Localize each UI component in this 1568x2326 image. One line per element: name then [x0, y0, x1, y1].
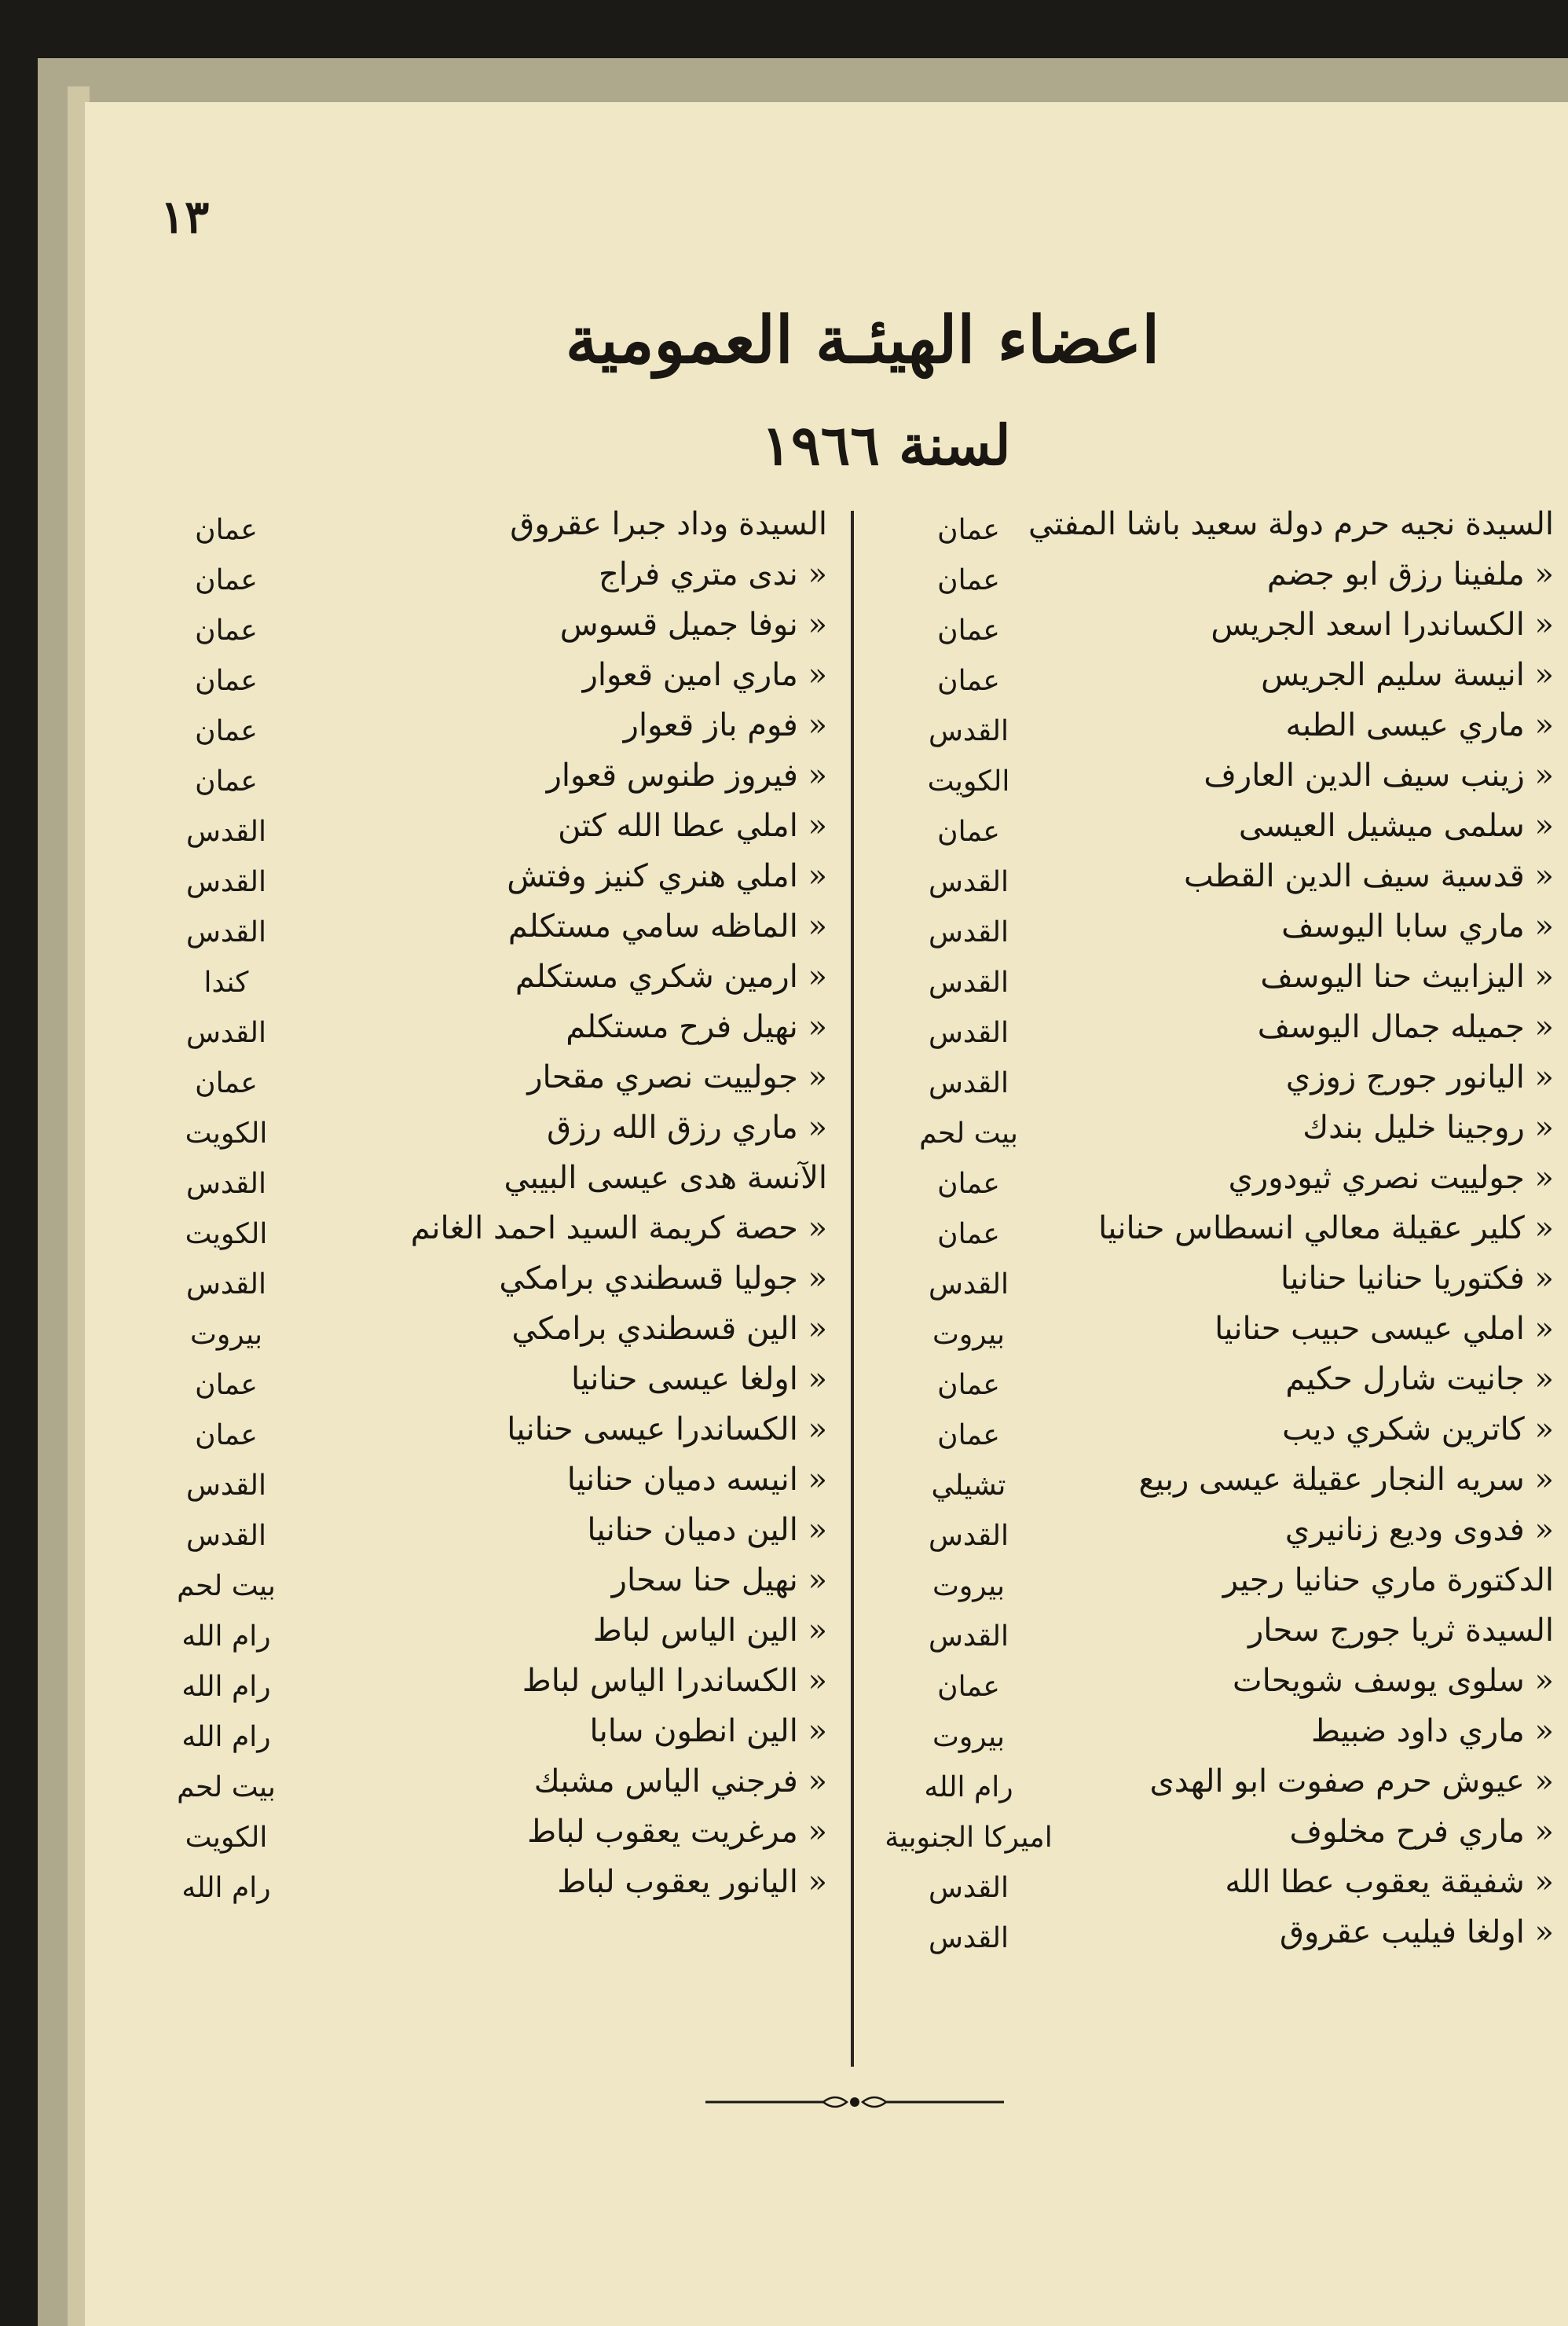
member-row: [878, 851, 1554, 901]
member-name: « سريه النجار عقيلة عيسى ربيع: [1138, 1462, 1554, 1498]
member-row: [148, 1404, 839, 1455]
member-city: رام الله: [181, 1671, 271, 1703]
member-name: « جولييت نصري مقحار: [527, 1059, 827, 1095]
member-name: « الكساندرا الياس لباط: [522, 1663, 827, 1699]
member-row: [148, 1203, 839, 1253]
member-city: الكويت: [185, 1218, 268, 1250]
member-name: الدكتورة ماري حنانيا رجير: [1222, 1562, 1554, 1598]
member-row: [878, 1857, 1554, 1907]
member-row: [148, 549, 839, 600]
member-name: السيدة ثريا جورج سحار: [1247, 1612, 1554, 1649]
member-name: « سلوى يوسف شويحات: [1232, 1663, 1554, 1699]
member-name: « الماظه سامي مستكلم: [507, 908, 827, 945]
member-row: [878, 1807, 1554, 1857]
member-name: « ماري رزق الله رزق: [547, 1110, 827, 1146]
member-row: [878, 801, 1554, 851]
member-row: [148, 1052, 839, 1102]
member-row: [148, 1354, 839, 1404]
member-name: « نهيل حنا سحار: [611, 1562, 827, 1598]
member-row: [148, 1706, 839, 1756]
member-name: « جولييت نصري ثيودوري: [1228, 1160, 1554, 1196]
member-city: رام الله: [181, 1721, 271, 1753]
member-row: [148, 750, 839, 801]
member-city: عمان: [937, 1419, 1000, 1451]
member-row: [878, 549, 1554, 600]
member-city: عمان: [195, 1369, 258, 1401]
member-city: القدس: [928, 1268, 1009, 1301]
member-city: القدس: [928, 916, 1009, 948]
member-city: الكويت: [927, 765, 1010, 798]
member-name: « جوليا قسطندي برامكي: [499, 1260, 827, 1297]
member-city: عمان: [195, 564, 258, 596]
member-row: [878, 901, 1554, 952]
member-name: « اليانور جورج زوزي: [1285, 1059, 1554, 1095]
member-city: القدس: [928, 1067, 1009, 1099]
member-row: [878, 700, 1554, 750]
member-name: « ارمين شكري مستكلم: [515, 959, 827, 995]
member-name: « فيروز طنوس قعوار: [546, 758, 827, 794]
member-city: عمان: [195, 665, 258, 697]
member-name: « كاترين شكري ديب: [1282, 1411, 1554, 1447]
member-row: [148, 1807, 839, 1857]
member-city: عمان: [937, 1369, 1000, 1401]
member-city: عمان: [195, 615, 258, 647]
member-row: [148, 1605, 839, 1656]
member-name: « انيسه دميان حنانيا: [566, 1462, 827, 1498]
member-name: « اولغا فيليب عقروق: [1279, 1914, 1554, 1950]
member-row: [148, 901, 839, 952]
member-row: [878, 750, 1554, 801]
member-name: الآنسة هدى عيسى البيبي: [504, 1160, 827, 1196]
member-row: [878, 1404, 1554, 1455]
member-row: [878, 1354, 1554, 1404]
document-page: [85, 102, 1568, 2326]
member-name: « املي عيسى حبيب حنانيا: [1214, 1311, 1554, 1347]
member-name: « ماري داود ضبيط: [1311, 1713, 1554, 1749]
member-city: القدس: [185, 1520, 267, 1552]
member-name: « كلير عقيلة معالي انسطاس حنانيا: [1098, 1210, 1554, 1246]
member-row: [878, 1253, 1554, 1304]
member-city: القدس: [185, 1168, 267, 1200]
member-name: « فوم باز قعوار: [623, 707, 827, 743]
member-row: [148, 1102, 839, 1153]
member-city: عمان: [195, 1419, 258, 1451]
member-name: « جميله جمال اليوسف: [1257, 1009, 1554, 1045]
member-city: القدس: [928, 1520, 1009, 1552]
member-name: « ندى متري فراج: [598, 556, 827, 593]
member-row: [878, 499, 1554, 549]
member-city: رام الله: [924, 1771, 1013, 1803]
member-row: [878, 1203, 1554, 1253]
member-name: « ماري سابا اليوسف: [1281, 908, 1554, 945]
member-name: « الين قسطندي برامكي: [511, 1311, 827, 1347]
page-number: ١٣: [160, 190, 210, 244]
member-name: « ماري عيسى الطبه: [1285, 707, 1554, 743]
member-name: « جانيت شارل حكيم: [1285, 1361, 1554, 1397]
member-row: [148, 1304, 839, 1354]
member-name: « حصة كريمة السيد احمد الغانم: [410, 1210, 827, 1246]
member-name: « روجينا خليل بندك: [1302, 1110, 1554, 1146]
member-row: [878, 600, 1554, 650]
member-name: « فكتوريا حنانيا حنانيا: [1280, 1260, 1554, 1297]
member-name: السيدة وداد جبرا عقروق: [510, 506, 827, 542]
member-city: عمان: [195, 765, 258, 798]
member-city: عمان: [937, 1671, 1000, 1703]
member-city: عمان: [195, 1067, 258, 1099]
member-city: عمان: [937, 1218, 1000, 1250]
member-name: السيدة نجيه حرم دولة سعيد باشا المفتي: [1028, 506, 1554, 542]
member-name: « مرغريت يعقوب لباط: [527, 1814, 827, 1850]
member-name: « نوفا جميل قسوس: [559, 607, 827, 643]
member-row: [878, 1505, 1554, 1555]
member-row: [878, 1555, 1554, 1605]
member-city: رام الله: [181, 1620, 271, 1653]
member-city: القدس: [928, 1620, 1009, 1653]
year-heading: لسنة ١٩٦٦: [761, 413, 1011, 478]
member-row: [148, 1656, 839, 1706]
member-city: القدس: [928, 715, 1009, 747]
member-row: [878, 1304, 1554, 1354]
member-name: « املي هنري كنيز وفتش: [507, 858, 827, 894]
member-row: [878, 1756, 1554, 1807]
member-name: « الين انطون سابا: [589, 1713, 827, 1749]
member-row: [148, 851, 839, 901]
member-row: [878, 1907, 1554, 1957]
member-row: [148, 499, 839, 549]
member-city: بيت لحم: [177, 1570, 276, 1602]
member-city: بيروت: [189, 1319, 263, 1351]
member-row: [148, 801, 839, 851]
member-row: [148, 952, 839, 1002]
member-row: [878, 650, 1554, 700]
member-name: « اليانور يعقوب لباط: [557, 1864, 827, 1900]
member-name: « ماري امين قعوار: [582, 657, 827, 693]
member-name: « الكساندرا اسعد الجريس: [1211, 607, 1554, 643]
member-row: [878, 1052, 1554, 1102]
member-name: « اولغا عيسى حنانيا: [570, 1361, 827, 1397]
member-city: القدس: [185, 866, 267, 898]
member-city: تشيلي: [931, 1469, 1006, 1502]
member-row: [878, 1706, 1554, 1756]
member-city: عمان: [937, 1168, 1000, 1200]
member-name: « الكساندرا عيسى حنانيا: [507, 1411, 827, 1447]
member-name: « ماري فرح مخلوف: [1289, 1814, 1554, 1850]
member-city: القدس: [928, 1922, 1009, 1954]
member-city: القدس: [185, 1268, 267, 1301]
member-row: [148, 1455, 839, 1505]
member-row: [148, 700, 839, 750]
member-row: [878, 1656, 1554, 1706]
member-row: [148, 1857, 839, 1907]
member-city: القدس: [185, 916, 267, 948]
member-name: « فدوى وديع زنانيري: [1284, 1512, 1554, 1548]
member-city: القدس: [185, 1017, 267, 1049]
member-city: القدس: [928, 1872, 1009, 1904]
member-name: « سلمى ميشيل العيسى: [1238, 808, 1554, 844]
member-city: الكويت: [185, 1117, 268, 1150]
member-row: [148, 1002, 839, 1052]
member-city: عمان: [195, 514, 258, 546]
member-row: [148, 1505, 839, 1555]
member-city: رام الله: [181, 1872, 271, 1904]
member-city: القدس: [928, 967, 1009, 999]
member-city: القدس: [928, 1017, 1009, 1049]
member-row: [878, 1002, 1554, 1052]
member-name: « شفيقة يعقوب عطا الله: [1225, 1864, 1554, 1900]
member-city: القدس: [185, 816, 267, 848]
member-name: « زينب سيف الدين العارف: [1203, 758, 1554, 794]
page-title: اعضاء الهيئـة العمومية: [565, 303, 1160, 378]
member-city: عمان: [937, 615, 1000, 647]
member-city: بيروت: [932, 1570, 1006, 1602]
member-name: « الين دميان حنانيا: [587, 1512, 827, 1548]
members-list-left: [148, 499, 839, 1907]
member-name: « اليزابيث حنا اليوسف: [1260, 959, 1554, 995]
member-city: اميركا الجنوبية: [885, 1822, 1053, 1854]
member-city: بيروت: [932, 1319, 1006, 1351]
member-row: [878, 952, 1554, 1002]
member-city: بيت لحم: [177, 1771, 276, 1803]
member-row: [878, 1153, 1554, 1203]
member-name: « عيوش حرم صفوت ابو الهدى: [1149, 1763, 1554, 1800]
member-city: القدس: [928, 866, 1009, 898]
member-city: عمان: [195, 715, 258, 747]
member-row: [148, 1555, 839, 1605]
member-row: [878, 1605, 1554, 1656]
member-row: [148, 1253, 839, 1304]
member-row: [148, 1153, 839, 1203]
member-name: « املي عطا الله كتن: [558, 808, 827, 844]
member-name: « انيسة سليم الجريس: [1261, 657, 1554, 693]
member-city: القدس: [185, 1469, 267, 1502]
member-city: الكويت: [185, 1822, 268, 1854]
member-row: [878, 1102, 1554, 1153]
member-city: عمان: [937, 564, 1000, 596]
member-row: [148, 1756, 839, 1807]
member-name: « ملفينا رزق ابو جضم: [1266, 556, 1554, 593]
member-name: « الين الياس لباط: [592, 1612, 827, 1649]
member-city: بيروت: [932, 1721, 1006, 1753]
column-divider: [851, 511, 854, 2067]
member-city: بيت لحم: [919, 1117, 1018, 1150]
member-name: « نهيل فرح مستكلم: [566, 1009, 827, 1045]
members-list-right: [878, 499, 1554, 1957]
member-row: [148, 650, 839, 700]
member-city: عمان: [937, 665, 1000, 697]
closing-ornament: [705, 2086, 1004, 2118]
member-city: كندا: [203, 967, 249, 999]
member-name: « فرجني الياس مشبك: [533, 1763, 827, 1800]
member-row: [148, 600, 839, 650]
member-city: عمان: [937, 514, 1000, 546]
member-city: عمان: [937, 816, 1000, 848]
member-row: [878, 1455, 1554, 1505]
member-name: « قدسية سيف الدين القطب: [1184, 858, 1554, 894]
